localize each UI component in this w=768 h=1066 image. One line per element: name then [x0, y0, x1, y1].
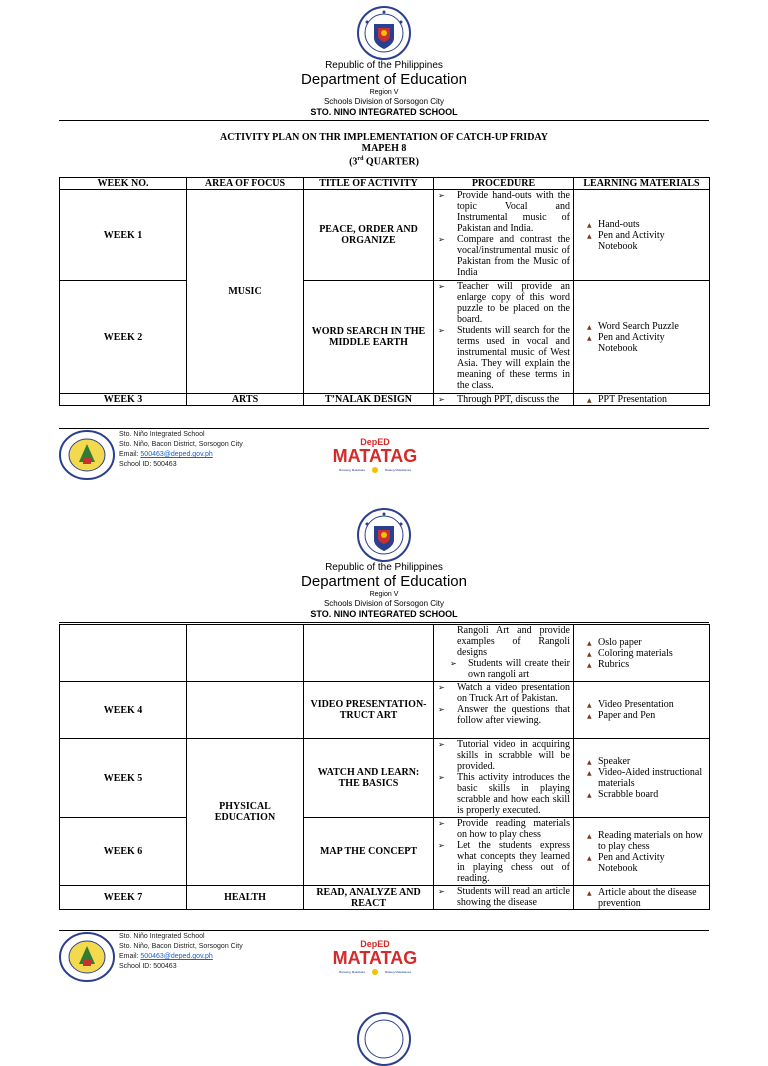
- table-row: [60, 682, 710, 739]
- activity-title-cell: PEACE, ORDER AND ORGANIZE: [304, 190, 434, 281]
- material-item: ▲ Pen and Activity Notebook: [577, 852, 706, 874]
- procedure-item: ➢ This activity introduces the basic skills in playing scrabble and how each skill is properly executed.: [436, 772, 570, 816]
- school-name: STO. NINO INTEGRATED SCHOOL: [310, 609, 458, 619]
- svg-text:DepED: DepED: [360, 437, 390, 447]
- subject-title: MAPEH 8: [361, 143, 407, 154]
- procedure-item: ➢ Let the students express what concepts they learned in playing chess out of reading.: [436, 840, 570, 884]
- week-cell: WEEK 3: [60, 394, 187, 406]
- table-row: [60, 625, 710, 682]
- procedure-item: ➢ Through PPT, discuss the: [436, 394, 570, 405]
- procedure-cell: [434, 281, 574, 394]
- activity-title-cell: READ, ANALYZE AND REACT: [304, 886, 434, 910]
- material-item: ▲ Reading materials on how to play chess: [577, 830, 706, 852]
- activity-title-cell: WATCH AND LEARN: THE BASICS: [304, 739, 434, 818]
- week-cell: WEEK 4: [60, 682, 187, 739]
- header-learning-materials: LEARNING MATERIALS: [574, 178, 710, 190]
- materials-cell: [574, 886, 710, 910]
- procedure-item: ➢ Tutorial video in acquiring skills in scrabble will be provided.: [436, 739, 570, 772]
- table-row: [60, 886, 710, 910]
- material-item: ▲ Word Search Puzzle: [577, 321, 706, 332]
- procedure-item: ➢ Provide hand-outs with the topic Vocal and Instrumental music of Pakistan and India.: [436, 190, 570, 234]
- svg-text:DepED: DepED: [360, 939, 390, 949]
- table-row: [60, 190, 710, 281]
- activity-title-cell: [304, 625, 434, 682]
- area-cell: [187, 682, 304, 739]
- procedure-item: ➢ Answer the questions that follow after viewing.: [436, 704, 570, 726]
- material-item: ▲ Rubrics: [577, 659, 706, 670]
- footer-address: Sto. Niño, Bacon District, Sorsogon City: [119, 441, 243, 448]
- table-header-row: [60, 178, 710, 190]
- header-procedure: PROCEDURE: [434, 178, 574, 190]
- republic-text: Republic of the Philippines: [325, 60, 443, 71]
- week-cell: WEEK 6: [60, 818, 187, 886]
- week-cell: WEEK 7: [60, 886, 187, 910]
- school-seal-icon: [59, 932, 115, 982]
- week-cell: WEEK 1: [60, 190, 187, 281]
- division-text: Schools Division of Sorsogon City: [323, 97, 445, 106]
- footer: [59, 928, 709, 988]
- deped-seal-icon: [357, 508, 411, 562]
- header-title-of-activity: TITLE OF ACTIVITY: [304, 178, 434, 190]
- area-cell-music: MUSIC: [187, 190, 304, 394]
- footer-school-name: Sto. Niño Integrated School: [119, 431, 205, 438]
- procedure-cell: [434, 394, 574, 406]
- table-row: [60, 281, 710, 394]
- procedure-item: ➢ Provide reading materials on how to play chess: [436, 818, 570, 840]
- procedure-item: ➢ Students will read an article showing the disease: [436, 886, 570, 908]
- footer-email-line: [119, 450, 243, 460]
- school-contact-info: [119, 932, 243, 972]
- footer: [59, 426, 709, 486]
- deped-seal-icon: [357, 6, 411, 60]
- quarter-number: 3: [352, 156, 358, 168]
- department-title: Department of Education: [301, 573, 467, 590]
- procedure-item: ➢ Compare and contrast the vocal/instrumental music of Pakistan from the Music of India: [436, 234, 570, 278]
- materials-cell: [574, 281, 710, 394]
- materials-cell: [574, 625, 710, 682]
- republic-text: Republic of the Philippines: [325, 562, 443, 573]
- header-area-of-focus: AREA OF FOCUS: [187, 178, 304, 190]
- material-item: ▲ Video Presentation: [577, 699, 706, 710]
- materials-cell: [574, 818, 710, 886]
- school-contact-info: [119, 430, 243, 470]
- activity-title-cell: MAP THE CONCEPT: [304, 818, 434, 886]
- area-cell: [187, 625, 304, 682]
- material-item: ▲ Article about the disease prevention: [577, 887, 706, 909]
- footer-email-label: Email:: [119, 451, 141, 458]
- svg-text:Batang Makabansa: Batang Makabansa: [385, 468, 411, 472]
- week-cell: [60, 625, 187, 682]
- material-item: ▲ Pen and Activity Notebook: [577, 332, 706, 354]
- footer-email-link[interactable]: 500463@deped.gov.ph: [140, 451, 213, 458]
- footer-school-name: Sto. Niño Integrated School: [119, 933, 205, 940]
- activity-plan-table: [59, 177, 710, 406]
- division-text: Schools Division of Sorsogon City: [323, 599, 445, 608]
- department-title: Department of Education: [301, 71, 467, 88]
- material-item: ▲ Paper and Pen: [577, 710, 706, 721]
- material-item: ▲ Scrabble board: [577, 789, 706, 800]
- svg-text:Batang Makabansa: Batang Makabansa: [385, 970, 411, 974]
- svg-text:Bansang Makabata: Bansang Makabata: [339, 468, 365, 472]
- school-name: STO. NINO INTEGRATED SCHOOL: [310, 107, 458, 117]
- area-cell-arts: ARTS: [187, 394, 304, 406]
- footer-school-id: School ID: 500463: [119, 461, 177, 468]
- week-cell: WEEK 5: [60, 739, 187, 818]
- activity-plan-title: ACTIVITY PLAN ON THR IMPLEMENTATION OF CATCH-UP FRIDAY: [220, 132, 548, 143]
- quarter-title: (3rd QUARTER): [349, 156, 419, 168]
- materials-cell: [574, 190, 710, 281]
- material-item: ▲ PPT Presentation: [577, 394, 706, 405]
- footer-address: Sto. Niño, Bacon District, Sorsogon City: [119, 943, 243, 950]
- procedure-cell: [434, 818, 574, 886]
- school-seal-icon: [59, 430, 115, 480]
- procedure-item: ➢ Teacher will provide an enlarge copy of this word puzzle to be placed on the board.: [436, 281, 570, 325]
- footer-email-label: Email:: [119, 953, 141, 960]
- svg-text:MATATAG: MATATAG: [332, 446, 418, 466]
- procedure-item: ➢ Students will search for the terms used in vocal and instrumental music of West Asia. They will explain the meaning of these terms in the class.: [436, 325, 570, 391]
- deped-matatag-logo: [329, 436, 421, 476]
- region-text: Region V: [369, 591, 399, 598]
- table-row: [60, 394, 710, 406]
- activity-title-cell: T’NALAK DESIGN: [304, 394, 434, 406]
- footer-email-link[interactable]: 500463@deped.gov.ph: [140, 953, 213, 960]
- deped-seal-icon: [357, 1012, 411, 1066]
- material-item: ▲ Coloring materials: [577, 648, 706, 659]
- quarter-word: QUARTER): [363, 156, 419, 168]
- procedure-item: ➢ Students will create their own rangoli art: [436, 658, 570, 680]
- deped-matatag-logo: [329, 938, 421, 978]
- procedure-cell: [434, 739, 574, 818]
- footer-school-id: School ID: 500463: [119, 963, 177, 970]
- activity-title-cell: VIDEO PRESENTATION-TRUCT ART: [304, 682, 434, 739]
- materials-cell: [574, 682, 710, 739]
- procedure-cell: [434, 625, 574, 682]
- activity-title-cell: WORD SEARCH IN THE MIDDLE EARTH: [304, 281, 434, 394]
- materials-cell: [574, 739, 710, 818]
- area-cell-health: HEALTH: [187, 886, 304, 910]
- procedure-cell: [434, 886, 574, 910]
- quarter-suffix: rd: [357, 156, 364, 162]
- procedure-text: Rangoli Art and provide examples of Rangoli designs: [457, 625, 570, 658]
- area-cell-physical-education: PHYSICAL EDUCATION: [187, 739, 304, 886]
- table-row: [60, 818, 710, 886]
- materials-cell: [574, 394, 710, 406]
- header-rule: [59, 622, 709, 623]
- material-item: ▲ Pen and Activity Notebook: [577, 230, 706, 252]
- activity-plan-table-continued: [59, 624, 710, 910]
- header-rule: [59, 120, 709, 121]
- material-item: ▲ Hand-outs: [577, 219, 706, 230]
- material-item: ▲ Oslo paper: [577, 637, 706, 648]
- procedure-cell: [434, 682, 574, 739]
- procedure-cell: [434, 190, 574, 281]
- procedure-item: ➢ Watch a video presentation on Truck Art of Pakistan.: [436, 682, 570, 704]
- region-text: Region V: [369, 89, 399, 96]
- footer-email-line: [119, 952, 243, 962]
- svg-text:Bansang Makabata: Bansang Makabata: [339, 970, 365, 974]
- table-row: [60, 739, 710, 818]
- week-cell: WEEK 2: [60, 281, 187, 394]
- header-week-no: WEEK NO.: [60, 178, 187, 190]
- svg-text:MATATAG: MATATAG: [332, 948, 418, 968]
- material-item: ▲ Speaker: [577, 756, 706, 767]
- material-item: ▲ Video-Aided instructional materials: [577, 767, 706, 789]
